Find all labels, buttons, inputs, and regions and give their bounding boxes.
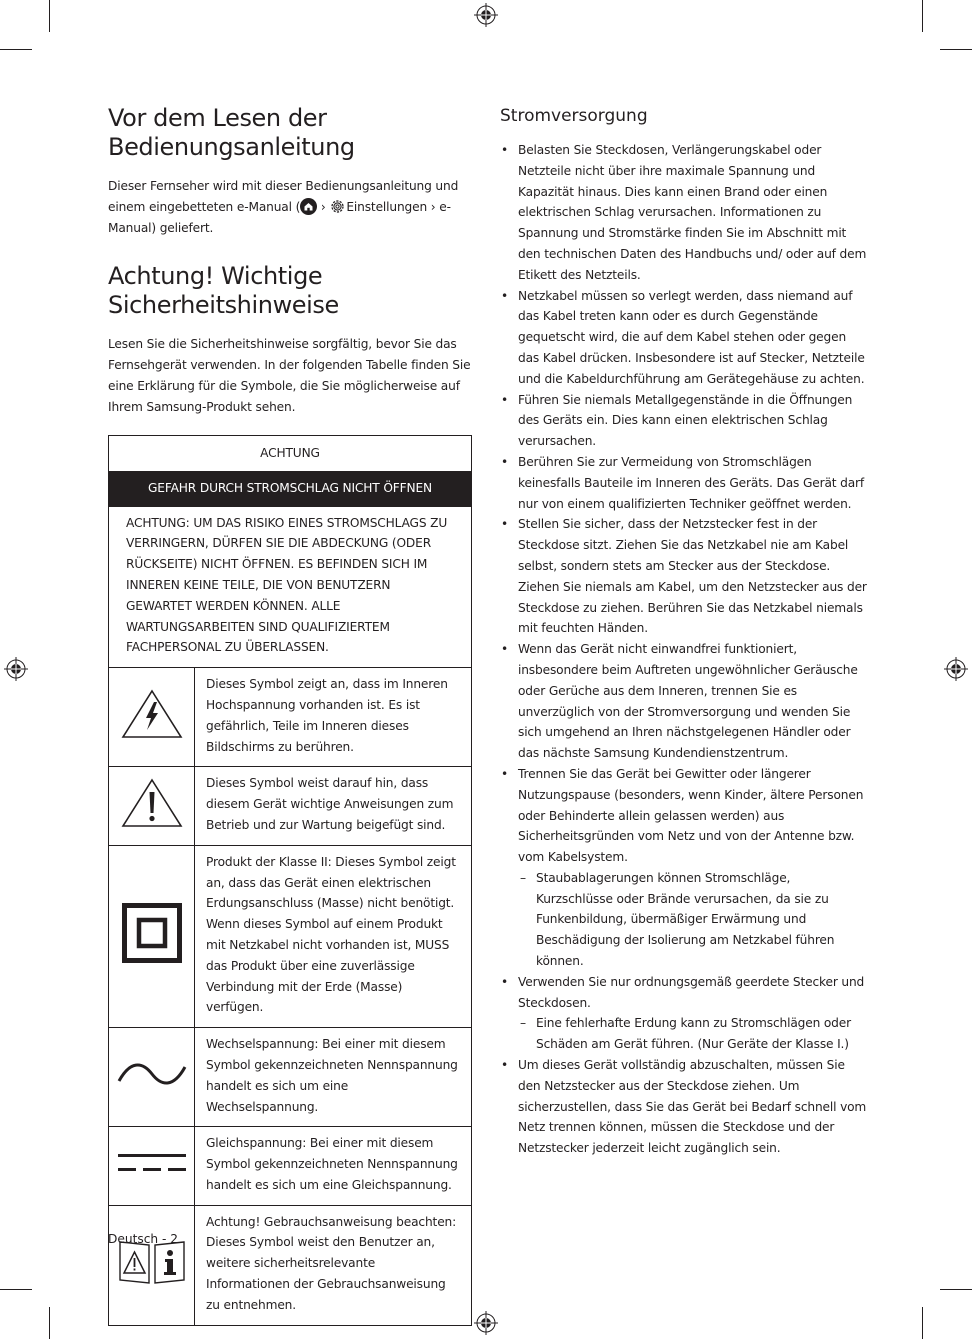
table-row <box>109 1127 472 1205</box>
symbol-description: Gleichspannung: Bei einer mit diesem Symbol gekennzeichneten Nennspannung handelt es sich um eine Gleichspannung. <box>195 1127 472 1205</box>
intro-text: Dieser Fernseher wird mit dieser Bedienungsanleitung und einem eingebetteten e-Manual ( <box>108 179 459 214</box>
table-row <box>109 767 472 845</box>
left-column <box>108 104 472 1326</box>
table-header: ACHTUNG <box>109 435 472 471</box>
sub-list-item: – Staubablagerungen können Stromschläge, Kurzschlüsse oder Brände verursachen, da sie zu Funkenbildung, übermäßiger Erwärmung und Beschädigung der Isolierung am Netzkabel führen können. <box>518 868 868 972</box>
crop-mark <box>940 49 972 50</box>
crop-mark <box>922 1307 923 1339</box>
home-icon <box>300 198 317 215</box>
symbol-description: Dieses Symbol zeigt an, dass im Inneren Hochspannung vorhanden ist. Es ist gefährlich, Teile im Inneren dieses Bildschirms zu berühren. <box>195 668 472 767</box>
ac-wave-icon <box>116 1059 188 1089</box>
symbol-cell <box>109 668 195 767</box>
crop-mark <box>49 1307 50 1339</box>
registration-mark-icon <box>944 657 968 681</box>
danger-banner: GEFAHR DURCH STROMSCHLAG NICHT ÖFFNEN <box>109 471 472 506</box>
crop-mark <box>49 0 50 32</box>
symbol-cell <box>109 1127 195 1205</box>
registration-mark-icon <box>474 1311 498 1335</box>
lightning-warning-icon <box>120 688 184 740</box>
list-item: • Netzkabel müssen so verlegt werden, dass niemand auf das Kabel treten kann oder es durch Gegenstände gequetscht wird, die auf dem Kabel stehen oder gegen das Kabel drücken. Insbesondere ist auf Stecker, Netzteile und die Kabeldurchführung am Gerätegehäuse zu achten. <box>500 286 868 390</box>
crop-mark <box>940 1289 972 1290</box>
warning-text: ACHTUNG: UM DAS RISIKO EINES STROMSCHLAGS ZU VERRINGERN, DÜRFEN SIE DIE ABDECKUNG (ODER RÜCKSEITE) NICHT ÖFFNEN. ES BEFINDEN SICH IM INNEREN KEINE TEILE, DIE VON BENUTZERN GEWARTET WERDEN KÖNNEN. ALLE WARTUNGSARBEITEN SIND QUALIFIZIERTEM FACHPERSONAL ZU ÜBERLASSEN. <box>109 506 472 668</box>
title-line: Achtung! Wichtige <box>108 262 323 291</box>
section-title-power: Stromversorgung <box>500 106 648 126</box>
list-item <box>500 764 868 972</box>
symbol-description: Dieses Symbol weist darauf hin, dass diesem Gerät wichtige Anweisungen zum Betrieb und zur Wartung beigefügt sind. <box>195 767 472 845</box>
section-title-before-reading <box>108 104 472 162</box>
crop-mark <box>0 49 32 50</box>
registration-mark-icon <box>4 657 28 681</box>
intro-text: ) geliefert. <box>151 220 214 235</box>
table-row <box>109 845 472 1027</box>
symbol-cell <box>109 845 195 1027</box>
exclamation-warning-icon <box>120 777 184 829</box>
chevron-right-icon: › <box>427 199 440 214</box>
list-item <box>500 972 868 1055</box>
dc-lines-icon <box>116 1150 188 1176</box>
list-item: • Um dieses Gerät vollständig abzuschalten, müssen Sie den Netzstecker aus der Steckdose ziehen. Um sicherzustellen, dass Sie das Gerät bei Bedarf schnell vom Netz trennen können, müssen die Steckdose und der Netzstecker jederzeit leicht zugänglich sein. <box>500 1055 868 1159</box>
page-footer: Deutsch - 2 <box>108 1232 179 1246</box>
title-line: Sicherheitshinweise <box>108 291 339 320</box>
class-ii-double-square-icon <box>122 903 182 963</box>
list-item: • Führen Sie niemals Metallgegenstände in die Öffnungen des Geräts ein. Dies kann einen elektrischen Schlag verursachen. <box>500 390 868 452</box>
registration-mark-icon <box>474 3 498 27</box>
list-item: • Wenn das Gerät nicht einwandfrei funktioniert, insbesondere beim Auftreten ungewöhnlicher Geräusche oder Gerüche aus dem Inneren, trennen Sie es unverzüglich von der Stromversorgung und wenden Sie sich umgehend an Ihren nächstgelegenen Händler oder das nächste Samsung Kundendienstzentrum. <box>500 639 868 764</box>
title-line: Vor dem Lesen der <box>108 104 327 132</box>
right-column <box>500 104 868 1159</box>
section-title-safety <box>108 262 472 320</box>
table-row <box>109 1028 472 1127</box>
symbol-description: Wechselspannung: Bei einer mit diesem Symbol gekennzeichneten Nennspannung handelt es sich um eine Wechselspannung. <box>195 1028 472 1127</box>
list-item: • Berühren Sie zur Vermeidung von Stromschlägen keinesfalls Bauteile im Inneren des Geräts. Das Gerät darf nur von einem qualifizierten Techniker geöffnet werden. <box>500 452 868 514</box>
list-item: • Stellen Sie sicher, dass der Netzstecker fest in der Steckdose sitzt. Ziehen Sie das Netzkabel nie am Kabel selbst, sondern stets am Stecker aus der Steckdose. Ziehen Sie niemals am Kabel, um den Netzstecker aus der Steckdose zu ziehen. Berühren Sie das Netzkabel niemals mit feuchten Händen. <box>500 514 868 639</box>
list-item-text: Verwenden Sie nur ordnungsgemäß geerdete Stecker und Steckdosen. <box>518 974 865 1010</box>
sub-list <box>518 868 868 972</box>
title-line: Bedienungsanleitung <box>108 133 355 161</box>
table-row <box>109 668 472 767</box>
table-row <box>109 1205 472 1325</box>
symbol-cell <box>109 1205 195 1325</box>
sub-list <box>518 1013 868 1055</box>
crop-mark <box>922 0 923 32</box>
chevron-right-icon: › <box>317 199 330 214</box>
symbol-description: Produkt der Klasse II: Dieses Symbol zeigt an, dass das Gerät einen elektrischen Erdungsanschluss (Masse) nicht benötigt. Wenn dieses Symbol auf einem Produkt mit Netzkabel nicht vorhanden ist, MUSS das Produkt über eine zuverlässige Verbindung mit der Erde (Masse) verfügen. <box>195 845 472 1027</box>
list-item: • Belasten Sie Steckdosen, Verlängerungskabel oder Netzteile nicht über ihre maximale Spannung und Kapazität hinaus. Dies kann einen Brand oder einen elektrischen Schlag verursachen. Informationen zu Spannung und Stromstärke finden Sie im Abschnitt mit den technischen Daten des Handbuchs und/ oder auf dem Etikett des Netzteils. <box>500 140 868 286</box>
safety-symbol-table <box>108 435 472 1326</box>
list-item-text: Trennen Sie das Gerät bei Gewitter oder längerer Nutzungspause (besonders, wenn Kinder, ältere Personen oder Behinderte allein gelassen werden) aus Sicherheitsgründen vom Netz und von der Antenne bzw. vom Kabelsystem. <box>518 766 864 865</box>
crop-mark <box>0 1289 32 1290</box>
symbol-cell <box>109 1028 195 1127</box>
settings-label: Einstellungen <box>346 199 428 214</box>
emanual-label: e-Manual <box>108 199 451 235</box>
gear-icon <box>329 198 346 215</box>
symbol-description: Achtung! Gebrauchsanweisung beachten: Dieses Symbol weist den Benutzer an, weitere sicherheitsrelevante Informationen der Gebrauchsanweisung zu entnehmen. <box>195 1205 472 1325</box>
safety-intro: Lesen Sie die Sicherheitshinweise sorgfältig, bevor Sie das Fernsehgerät verwenden. In der folgenden Tabelle finden Sie eine Erklärung für die Symbole, die Sie möglicherweise auf Ihrem Samsung-Produkt sehen. <box>108 337 471 414</box>
symbol-cell <box>109 767 195 845</box>
sub-list-item: – Eine fehlerhafte Erdung kann zu Stromschlägen oder Schäden am Gerät führen. (Nur Geräte der Klasse I.) <box>518 1013 868 1055</box>
before-reading-intro <box>108 176 472 238</box>
power-bullet-list <box>500 140 868 1159</box>
